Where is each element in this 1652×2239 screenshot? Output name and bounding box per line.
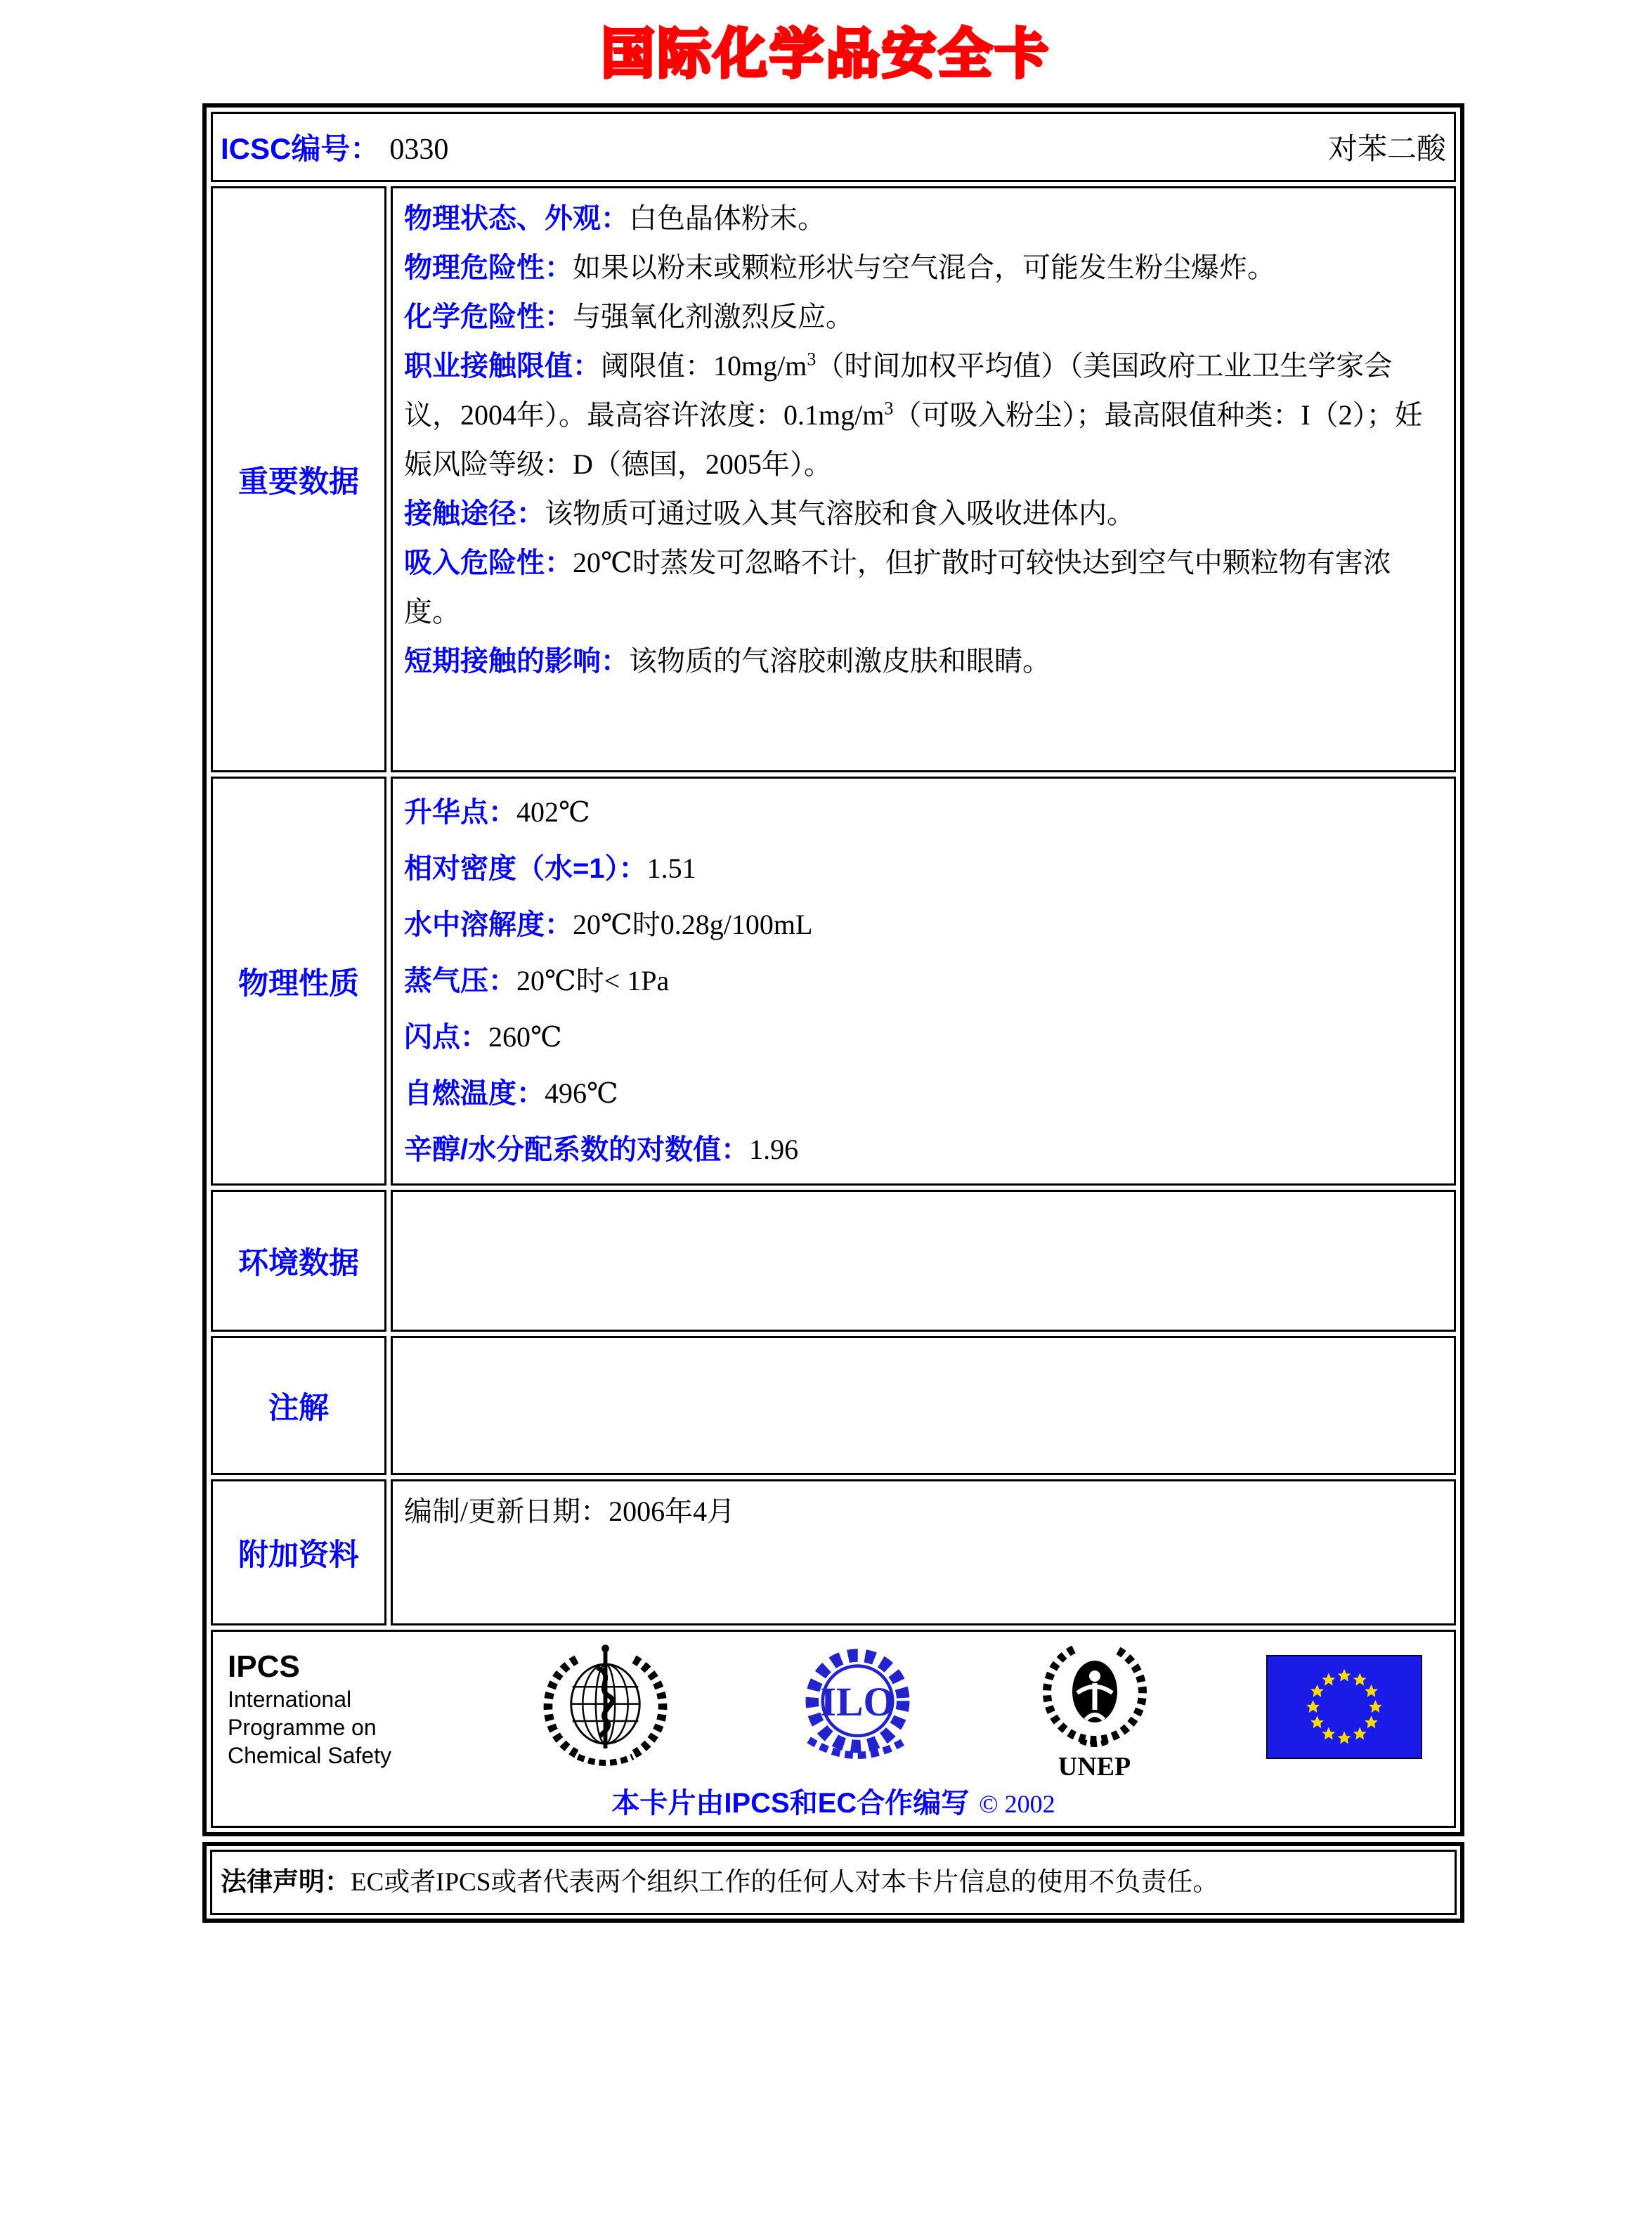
card-header-row — [211, 112, 1456, 182]
line-label: 物理危险性： — [404, 252, 573, 283]
section-content-additional-info — [391, 1479, 1456, 1625]
ipcs-text-block — [228, 1649, 417, 1770]
page-title: 国际化学品安全卡 — [601, 22, 1051, 85]
section-row-additional-info — [211, 1479, 1456, 1625]
unep-logo-block — [1042, 1637, 1147, 1781]
line-label: 短期接触的影响： — [404, 646, 629, 677]
line-label: 物理状态、外观： — [404, 203, 629, 234]
section-row-physical-properties — [211, 777, 1456, 1186]
line-label: 自燃温度： — [404, 1078, 545, 1109]
icsc-card — [202, 103, 1464, 1923]
unep-caption: UNEP — [1058, 1752, 1131, 1782]
data-line: 短期接触的影响：该物质的气溶胶刺激皮肤和眼睛。 — [404, 645, 1051, 677]
data-line: 化学危险性：与强氧化剂激烈反应。 — [404, 301, 854, 332]
data-line: 蒸气压：20℃时< 1Pa — [404, 965, 670, 997]
eu-flag-icon — [1266, 1655, 1422, 1763]
section-label-notes: 注解 — [211, 1336, 386, 1475]
card-header-cell — [211, 112, 1456, 182]
line-label: 吸入危险性： — [404, 547, 573, 578]
data-line: 辛醇/水分配系数的对数值：1.96 — [404, 1134, 799, 1165]
line-label: 蒸气压： — [404, 966, 516, 997]
data-line: 闪点：260℃ — [404, 1021, 562, 1053]
data-line: 水中溶解度：20℃时0.28g/100mL — [404, 909, 813, 940]
logos-row — [211, 1630, 1456, 1828]
section-row-environmental-data — [211, 1190, 1456, 1332]
icsc-number-value: 0330 — [389, 134, 449, 166]
icsc-card-page — [0, 11, 1652, 2239]
superscript: 3 — [807, 349, 817, 370]
legal-notice-box — [202, 1842, 1464, 1923]
data-line: 升华点：402℃ — [404, 796, 590, 828]
superscript: 3 — [884, 398, 894, 419]
section-content-important-data — [391, 186, 1456, 772]
main-table-body — [211, 112, 1456, 1828]
line-label: 化学危险性： — [404, 301, 573, 332]
main-table — [202, 103, 1464, 1836]
section-row-notes — [211, 1336, 1456, 1475]
section-label-additional-info: 附加资料 — [211, 1479, 386, 1625]
ipcs-subtitle-line3: Chemical Safety — [228, 1742, 391, 1768]
unep-logo-icon — [1042, 1637, 1147, 1749]
section-label-physical-properties: 物理性质 — [211, 777, 386, 1186]
line-label: 升华点： — [404, 797, 516, 828]
ipcs-subtitle-line2: Programme on — [228, 1714, 377, 1740]
section-row-important-data — [211, 186, 1456, 772]
legal-notice-label: 法律声明： — [221, 1867, 351, 1896]
line-label: 相对密度（水=1）： — [404, 853, 647, 884]
section-content-notes — [391, 1336, 1456, 1475]
section-label-important-data: 重要数据 — [211, 186, 386, 772]
organization-logos — [223, 1637, 1443, 1781]
ilo-logo-icon — [793, 1642, 923, 1776]
data-line: 接触途径：该物质可通过吸入其气溶胶和食入吸收进体内。 — [404, 498, 1135, 529]
section-content-environmental-data — [391, 1190, 1456, 1332]
section-content-physical-properties — [391, 777, 1456, 1186]
ipcs-subtitle-line1: International — [228, 1686, 352, 1712]
credit-copyright: © 2002 — [979, 1790, 1055, 1818]
data-line: 物理危险性：如果以粉末或颗粒形状与空气混合，可能发生粉尘爆炸。 — [404, 252, 1275, 283]
legal-notice — [210, 1850, 1457, 1915]
logos-area — [214, 1633, 1453, 1825]
data-line: 自燃温度：496℃ — [404, 1077, 618, 1109]
chemical-name: 对苯二酸 — [1327, 134, 1446, 166]
data-line: 物理状态、外观：白色晶体粉末。 — [404, 202, 826, 234]
line-label: 闪点： — [404, 1022, 488, 1053]
icsc-number-group — [221, 126, 448, 168]
legal-notice-text: EC或者IPCS或者代表两个组织工作的任何人对本卡片信息的使用不负责任。 — [351, 1868, 1219, 1897]
data-line: 吸入危险性：20℃时蒸发可忽略不计，但扩散时可较快达到空气中颗粒物有害浓度。 — [404, 547, 1391, 628]
logos-cell — [211, 1630, 1456, 1828]
who-logo-icon — [537, 1639, 674, 1779]
credit-text: 本卡片由IPCS和EC合作编写 — [611, 1788, 970, 1819]
ipcs-title: IPCS — [228, 1649, 300, 1684]
section-label-environmental-data: 环境数据 — [211, 1190, 386, 1332]
data-line: 编制/更新日期：2006年4月 — [404, 1495, 736, 1527]
card-header — [214, 115, 1453, 179]
line-label: 接触途径： — [404, 498, 545, 529]
data-line: 职业接触限值：阈限值：$10mg/m^3$（时间加权平均值）（美国政府工业卫生学家会议，2004年）。最高容许浓度：$0.1mg/m^3$（可吸入粉尘）；最高限值种类：I（2）；妊娠风险等级：D（德国，2005年）。 — [404, 349, 1423, 480]
ilo-letters: ILO — [820, 1678, 895, 1725]
line-label: 辛醇/水分配系数的对数值： — [404, 1134, 750, 1165]
credit-line — [223, 1781, 1443, 1824]
line-label: 水中溶解度： — [404, 909, 573, 940]
icsc-number-label: ICSC编号： — [221, 132, 380, 165]
line-label: 职业接触限值： — [404, 351, 601, 382]
data-line: 相对密度（水=1）：1.51 — [404, 852, 696, 884]
